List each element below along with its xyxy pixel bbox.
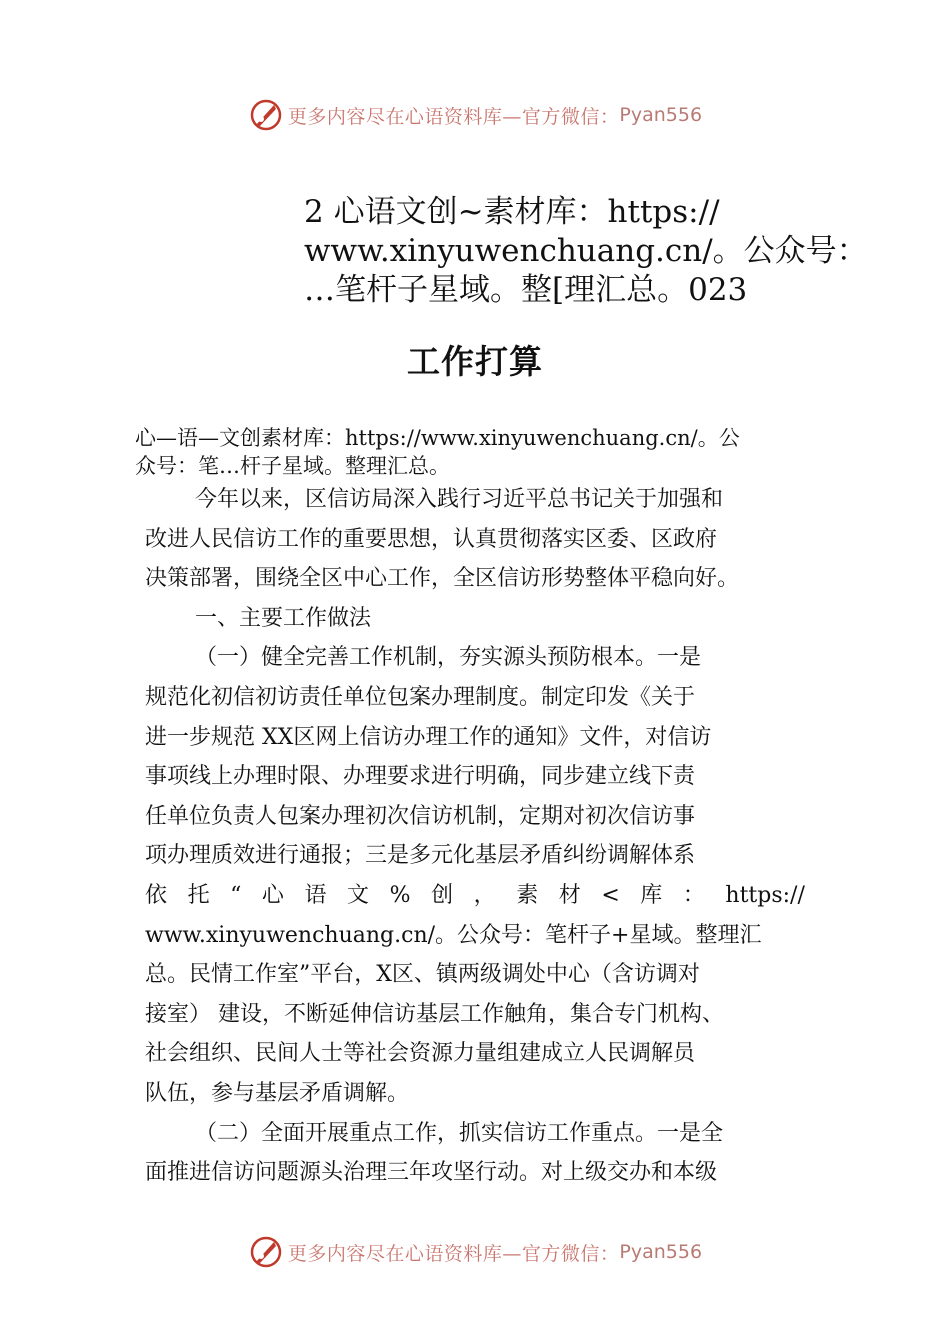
heading-line: 2 心语文创~素材库：https:// <box>304 194 720 230</box>
body-line: 社会组织、民间人士等社会资源力量组建成立人民调解员 <box>145 1041 696 1067</box>
banner-text: 更多内容尽在心语资料库—官方微信： <box>287 1242 620 1265</box>
spaced-token: 创 <box>431 882 454 908</box>
document-title: 工作打算 <box>407 342 543 381</box>
spaced-token: 心 <box>261 882 284 908</box>
spaced-token: < <box>601 882 620 908</box>
spaced-token: 库 <box>640 882 663 908</box>
quill-logo-icon <box>248 97 284 133</box>
spaced-token: % <box>389 882 411 908</box>
spaced-token: 托 <box>187 882 210 908</box>
body-line: 任单位负责人包案办理初次信访机制，定期对初次信访事 <box>145 803 696 829</box>
document-heading <box>304 193 868 310</box>
heading-line: …笔杆子星域。整[理汇总。023 <box>304 272 748 308</box>
heading-line: www.xinyuwenchuang.cn/。公众号： <box>304 233 868 269</box>
spaced-line <box>145 876 805 916</box>
spaced-token: 文 <box>347 882 370 908</box>
body-line: www.xinyuwenchuang.cn/。公众号：笔杆子+星域。整理汇 <box>145 922 762 948</box>
body-line: 进一步规范 XX区网上信访办理工作的通知》文件，对信访 <box>145 724 712 750</box>
body-line: 接室） 建设，不断延伸信访基层工作触角，集合专门机构、 <box>145 1001 724 1027</box>
quill-logo-icon <box>248 1234 284 1270</box>
header-banner <box>0 93 950 137</box>
banner-wechat: Pyan556 <box>619 1241 703 1263</box>
banner-text: 更多内容尽在心语资料库—官方微信： <box>287 105 620 128</box>
body-line: （二）全面开展重点工作，抓实信访工作重点。一是全 <box>195 1120 724 1146</box>
body-line: 事项线上办理时限、办理要求进行明确，同步建立线下责 <box>145 764 696 790</box>
body-line: 决策部署，围绕全区中心工作，全区信访形势整体平稳向好。 <box>145 566 740 592</box>
body-line: 面推进信访问题源头治理三年攻坚行动。对上级交办和本级 <box>145 1160 718 1186</box>
banner-wechat: Pyan556 <box>619 104 703 126</box>
spaced-token: 材 <box>558 882 581 908</box>
body-line: （一）健全完善工作机制，夯实源头预防根本。一是 <box>195 645 702 671</box>
spaced-token: 语 <box>304 882 327 908</box>
footer-banner <box>0 1230 950 1274</box>
body-line: 今年以来，区信访局深入践行习近平总书记关于加强和 <box>195 487 724 512</box>
body-line: 项办理质效进行通报；三是多元化基层矛盾纠纷调解体系 <box>145 843 696 869</box>
body-line: 规范化初信初访责任单位包案办理制度。制定印发《关于 <box>145 684 696 710</box>
spaced-token: ： <box>682 882 705 908</box>
notice-line: 众号：笔…杆子星域。整理汇总。 <box>135 454 450 478</box>
source-notice <box>135 424 835 480</box>
spaced-token: “ <box>230 882 242 908</box>
body-line: 队伍，参与基层矛盾调解。 <box>145 1080 410 1106</box>
notice-line: 心—语—文创素材库：https://www.xinyuwenchuang.cn/。公 <box>135 426 740 450</box>
spaced-token: ， <box>473 882 496 908</box>
section-heading: 一、主要工作做法 <box>195 605 372 631</box>
document-body <box>145 480 825 1193</box>
spaced-token: https:// <box>725 882 805 908</box>
body-line: 改进人民信访工作的重要思想，认真贯彻落实区委、区政府 <box>145 526 718 552</box>
spaced-token: 依 <box>145 882 168 908</box>
body-line: 总。民情工作室”平台，X区、镇两级调处中心（含访调对 <box>145 962 700 988</box>
spaced-token: 素 <box>516 882 539 908</box>
